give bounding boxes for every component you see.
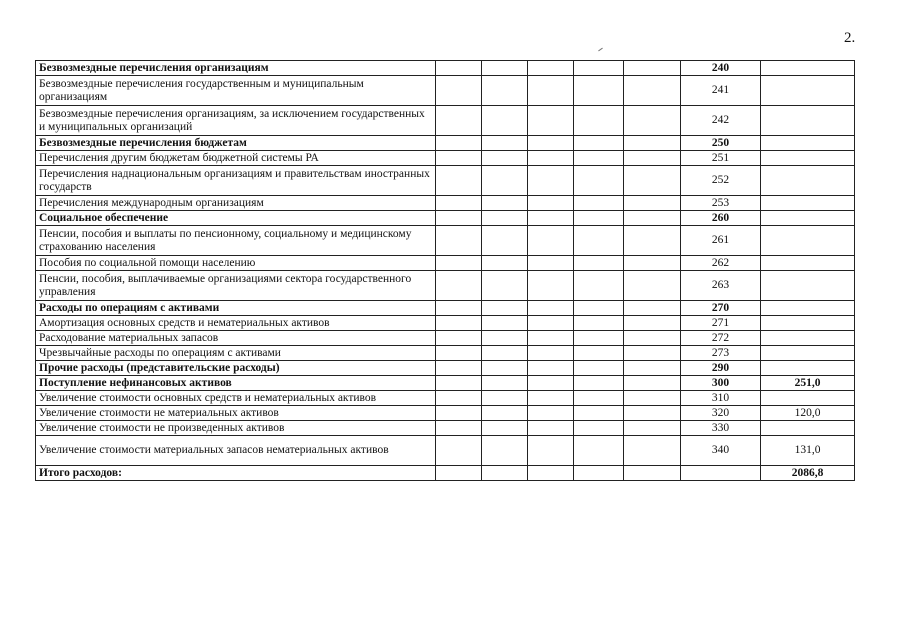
budget-expenditure-table	[35, 60, 855, 481]
empty-cell	[574, 196, 624, 211]
row-amount-cell	[761, 331, 855, 346]
empty-cell	[436, 61, 482, 76]
empty-cell	[528, 226, 574, 256]
row-amount-cell	[761, 271, 855, 301]
row-name-cell: Социальное обеспечение	[36, 211, 436, 226]
row-code-cell: 261	[681, 226, 761, 256]
empty-cell	[528, 196, 574, 211]
row-amount-cell	[761, 211, 855, 226]
empty-cell	[482, 271, 528, 301]
empty-cell	[482, 406, 528, 421]
empty-cell	[528, 406, 574, 421]
row-amount-cell	[761, 421, 855, 436]
row-name-cell: Расходование материальных запасов	[36, 331, 436, 346]
row-name-cell: Увеличение стоимости не материальных активов	[36, 406, 436, 421]
table-row	[36, 226, 855, 256]
empty-cell	[624, 421, 681, 436]
empty-cell	[482, 316, 528, 331]
empty-cell	[482, 151, 528, 166]
empty-cell	[436, 361, 482, 376]
empty-cell	[482, 61, 528, 76]
empty-cell	[624, 391, 681, 406]
row-name-cell: Прочие расходы (представительские расходы)	[36, 361, 436, 376]
row-code-cell: 240	[681, 61, 761, 76]
row-name-cell: Безвозмездные перечисления организациям	[36, 61, 436, 76]
empty-cell	[528, 361, 574, 376]
empty-cell	[436, 301, 482, 316]
row-amount-cell	[761, 226, 855, 256]
empty-cell	[528, 316, 574, 331]
row-code-cell: 241	[681, 76, 761, 106]
row-code-cell	[681, 466, 761, 481]
row-amount-cell	[761, 196, 855, 211]
row-amount-cell	[761, 166, 855, 196]
row-name-cell: Увеличение стоимости не произведенных активов	[36, 421, 436, 436]
row-code-cell: 252	[681, 166, 761, 196]
empty-cell	[528, 466, 574, 481]
empty-cell	[436, 106, 482, 136]
empty-cell	[624, 316, 681, 331]
empty-cell	[574, 316, 624, 331]
row-name-cell: Безвозмездные перечисления государственным и муниципальным организациям	[36, 76, 436, 106]
row-code-cell: 340	[681, 436, 761, 466]
empty-cell	[574, 211, 624, 226]
empty-cell	[624, 196, 681, 211]
page-number: 2.	[844, 30, 856, 46]
table-row	[36, 136, 855, 151]
row-name-cell: Итого расходов:	[36, 466, 436, 481]
empty-cell	[624, 361, 681, 376]
empty-cell	[528, 436, 574, 466]
table-row	[36, 406, 855, 421]
row-amount-cell	[761, 391, 855, 406]
row-name-cell: Пенсии, пособия и выплаты по пенсионному, социальному и медицинскому страхованию населения	[36, 226, 436, 256]
row-code-cell: 300	[681, 376, 761, 391]
table-row	[36, 421, 855, 436]
row-code-cell: 253	[681, 196, 761, 211]
empty-cell	[574, 361, 624, 376]
row-name-cell: Пособия по социальной помощи населению	[36, 256, 436, 271]
empty-cell	[482, 331, 528, 346]
row-name-cell: Поступление нефинансовых активов	[36, 376, 436, 391]
empty-cell	[574, 226, 624, 256]
empty-cell	[436, 211, 482, 226]
empty-cell	[482, 226, 528, 256]
empty-cell	[574, 301, 624, 316]
empty-cell	[624, 226, 681, 256]
row-name-cell: Чрезвычайные расходы по операциям с активами	[36, 346, 436, 361]
empty-cell	[482, 166, 528, 196]
row-amount-cell: 120,0	[761, 406, 855, 421]
empty-cell	[574, 466, 624, 481]
empty-cell	[624, 106, 681, 136]
table-row	[36, 256, 855, 271]
empty-cell	[574, 256, 624, 271]
row-name-cell: Амортизация основных средств и нематериальных активов	[36, 316, 436, 331]
empty-cell	[436, 196, 482, 211]
empty-cell	[482, 301, 528, 316]
empty-cell	[624, 331, 681, 346]
row-amount-cell	[761, 361, 855, 376]
empty-cell	[436, 226, 482, 256]
table-row	[36, 361, 855, 376]
empty-cell	[482, 376, 528, 391]
empty-cell	[482, 106, 528, 136]
empty-cell	[574, 436, 624, 466]
row-code-cell: 271	[681, 316, 761, 331]
empty-cell	[482, 211, 528, 226]
empty-cell	[528, 256, 574, 271]
empty-cell	[624, 346, 681, 361]
empty-cell	[436, 421, 482, 436]
table-body	[36, 61, 855, 481]
table-row	[36, 106, 855, 136]
table-row	[36, 391, 855, 406]
empty-cell	[624, 136, 681, 151]
empty-cell	[482, 466, 528, 481]
row-code-cell: 263	[681, 271, 761, 301]
row-code-cell: 260	[681, 211, 761, 226]
empty-cell	[574, 61, 624, 76]
empty-cell	[436, 316, 482, 331]
empty-cell	[528, 346, 574, 361]
empty-cell	[624, 376, 681, 391]
empty-cell	[528, 391, 574, 406]
row-name-cell: Перечисления другим бюджетам бюджетной системы РА	[36, 151, 436, 166]
empty-cell	[574, 421, 624, 436]
empty-cell	[482, 391, 528, 406]
empty-cell	[624, 466, 681, 481]
empty-cell	[574, 166, 624, 196]
table-row	[36, 376, 855, 391]
empty-cell	[574, 406, 624, 421]
empty-cell	[528, 271, 574, 301]
row-code-cell: 272	[681, 331, 761, 346]
empty-cell	[528, 331, 574, 346]
row-amount-cell	[761, 106, 855, 136]
empty-cell	[574, 391, 624, 406]
empty-cell	[624, 436, 681, 466]
row-code-cell: 320	[681, 406, 761, 421]
empty-cell	[574, 76, 624, 106]
row-code-cell: 330	[681, 421, 761, 436]
empty-cell	[574, 346, 624, 361]
empty-cell	[436, 271, 482, 301]
empty-cell	[528, 106, 574, 136]
table-row	[36, 211, 855, 226]
table-row	[36, 301, 855, 316]
empty-cell	[574, 151, 624, 166]
empty-cell	[436, 166, 482, 196]
row-code-cell: 251	[681, 151, 761, 166]
empty-cell	[482, 346, 528, 361]
row-amount-cell: 2086,8	[761, 466, 855, 481]
empty-cell	[574, 106, 624, 136]
table-row	[36, 466, 855, 481]
empty-cell	[528, 61, 574, 76]
empty-cell	[574, 331, 624, 346]
table-row	[36, 151, 855, 166]
row-amount-cell: 251,0	[761, 376, 855, 391]
empty-cell	[436, 466, 482, 481]
empty-cell	[436, 391, 482, 406]
row-amount-cell	[761, 256, 855, 271]
row-amount-cell	[761, 136, 855, 151]
empty-cell	[624, 301, 681, 316]
row-name-cell: Безвозмездные перечисления бюджетам	[36, 136, 436, 151]
row-amount-cell	[761, 301, 855, 316]
row-amount-cell	[761, 151, 855, 166]
table-row	[36, 316, 855, 331]
row-code-cell: 273	[681, 346, 761, 361]
stray-pen-mark	[598, 48, 603, 52]
table-row	[36, 166, 855, 196]
row-name-cell: Увеличение стоимости основных средств и нематериальных активов	[36, 391, 436, 406]
empty-cell	[436, 406, 482, 421]
row-code-cell: 270	[681, 301, 761, 316]
empty-cell	[436, 151, 482, 166]
empty-cell	[528, 421, 574, 436]
empty-cell	[624, 256, 681, 271]
empty-cell	[574, 271, 624, 301]
empty-cell	[574, 376, 624, 391]
row-amount-cell	[761, 346, 855, 361]
row-amount-cell: 131,0	[761, 436, 855, 466]
empty-cell	[482, 136, 528, 151]
row-name-cell: Безвозмездные перечисления организациям, за исключением государственных и муниципальных организаций	[36, 106, 436, 136]
empty-cell	[482, 76, 528, 106]
empty-cell	[436, 376, 482, 391]
empty-cell	[528, 76, 574, 106]
empty-cell	[624, 271, 681, 301]
table-row	[36, 331, 855, 346]
row-name-cell: Перечисления наднациональным организациям и правительствам иностранных государств	[36, 166, 436, 196]
row-name-cell: Увеличение стоимости материальных запасов нематериальных активов	[36, 436, 436, 466]
empty-cell	[624, 76, 681, 106]
empty-cell	[482, 256, 528, 271]
empty-cell	[624, 211, 681, 226]
row-code-cell: 250	[681, 136, 761, 151]
table-row	[36, 76, 855, 106]
row-name-cell: Перечисления международным организациям	[36, 196, 436, 211]
empty-cell	[528, 151, 574, 166]
empty-cell	[436, 331, 482, 346]
row-amount-cell	[761, 316, 855, 331]
empty-cell	[482, 421, 528, 436]
empty-cell	[574, 136, 624, 151]
empty-cell	[436, 256, 482, 271]
row-amount-cell	[761, 76, 855, 106]
table-row	[36, 346, 855, 361]
table-row	[36, 436, 855, 466]
empty-cell	[528, 376, 574, 391]
empty-cell	[436, 136, 482, 151]
empty-cell	[436, 76, 482, 106]
row-name-cell: Расходы по операциям с активами	[36, 301, 436, 316]
table-row	[36, 271, 855, 301]
row-amount-cell	[761, 61, 855, 76]
empty-cell	[624, 406, 681, 421]
empty-cell	[436, 346, 482, 361]
empty-cell	[624, 151, 681, 166]
empty-cell	[624, 166, 681, 196]
empty-cell	[624, 61, 681, 76]
empty-cell	[528, 166, 574, 196]
empty-cell	[482, 196, 528, 211]
row-code-cell: 290	[681, 361, 761, 376]
row-code-cell: 310	[681, 391, 761, 406]
empty-cell	[528, 301, 574, 316]
empty-cell	[528, 136, 574, 151]
empty-cell	[436, 436, 482, 466]
row-name-cell: Пенсии, пособия, выплачиваемые организациями сектора государственного управления	[36, 271, 436, 301]
empty-cell	[482, 361, 528, 376]
table-row	[36, 196, 855, 211]
empty-cell	[482, 436, 528, 466]
row-code-cell: 262	[681, 256, 761, 271]
table-row	[36, 61, 855, 76]
empty-cell	[528, 211, 574, 226]
row-code-cell: 242	[681, 106, 761, 136]
